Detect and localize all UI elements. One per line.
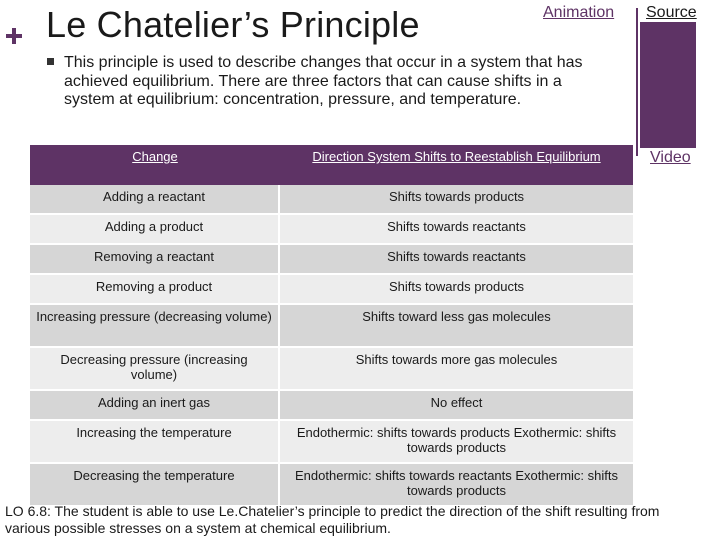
change-cell: Increasing pressure (decreasing volume) (30, 305, 280, 348)
learning-objective: LO 6.8: The student is able to use Le.Chatelier’s principle to predict the direction of the shift resulting from various possible stresses on a system at chemical equilibrium. (5, 503, 660, 536)
header-change: Change (30, 145, 280, 185)
table-row (30, 215, 633, 245)
page-title: Le Chatelier’s Principle (46, 4, 420, 45)
change-cell: Adding an inert gas (30, 391, 280, 421)
divider (636, 8, 638, 156)
change-cell: Removing a reactant (30, 245, 280, 275)
direction-cell: Shifts towards reactants (280, 245, 633, 275)
change-cell: Increasing the temperature (30, 421, 280, 464)
change-cell: Adding a product (30, 215, 280, 245)
table-row (30, 421, 633, 464)
table-header-row (30, 145, 633, 185)
animation-link[interactable]: Animation (543, 4, 615, 21)
intro-text: This principle is used to describe changes that occur in a system that has achieved equilibrium. There are three factors that can cause shifts in a system at equilibrium: concentration, pressure, and temperature. (64, 54, 583, 108)
direction-cell: Shifts towards products (280, 185, 633, 215)
change-cell: Decreasing pressure (increasing volume) (30, 348, 280, 391)
table-row (30, 348, 633, 391)
side-panel (640, 22, 696, 148)
direction-cell: Shifts towards reactants (280, 215, 633, 245)
table-row (30, 305, 633, 348)
direction-cell: Endothermic: shifts towards products Exothermic: shifts towards products (280, 421, 633, 464)
change-cell: Removing a product (30, 275, 280, 305)
source-link[interactable]: Source (646, 4, 697, 21)
table-row (30, 464, 633, 507)
shifts-table (30, 145, 633, 507)
direction-cell: Shifts towards more gas molecules (280, 348, 633, 391)
direction-cell: Shifts toward less gas molecules (280, 305, 633, 348)
direction-cell: Endothermic: shifts towards reactants Exothermic: shifts towards products (280, 464, 633, 507)
change-cell: Adding a reactant (30, 185, 280, 215)
bullet-icon (47, 58, 54, 65)
table-row (30, 391, 633, 421)
plus-icon (6, 28, 22, 44)
header-direction: Direction System Shifts to Reestablish Equilibrium (280, 145, 633, 185)
direction-cell: Shifts towards products (280, 275, 633, 305)
video-link[interactable]: Video (650, 149, 691, 166)
table-row (30, 185, 633, 215)
change-cell: Decreasing the temperature (30, 464, 280, 507)
table-row (30, 275, 633, 305)
table-row (30, 245, 633, 275)
direction-cell: No effect (280, 391, 633, 421)
